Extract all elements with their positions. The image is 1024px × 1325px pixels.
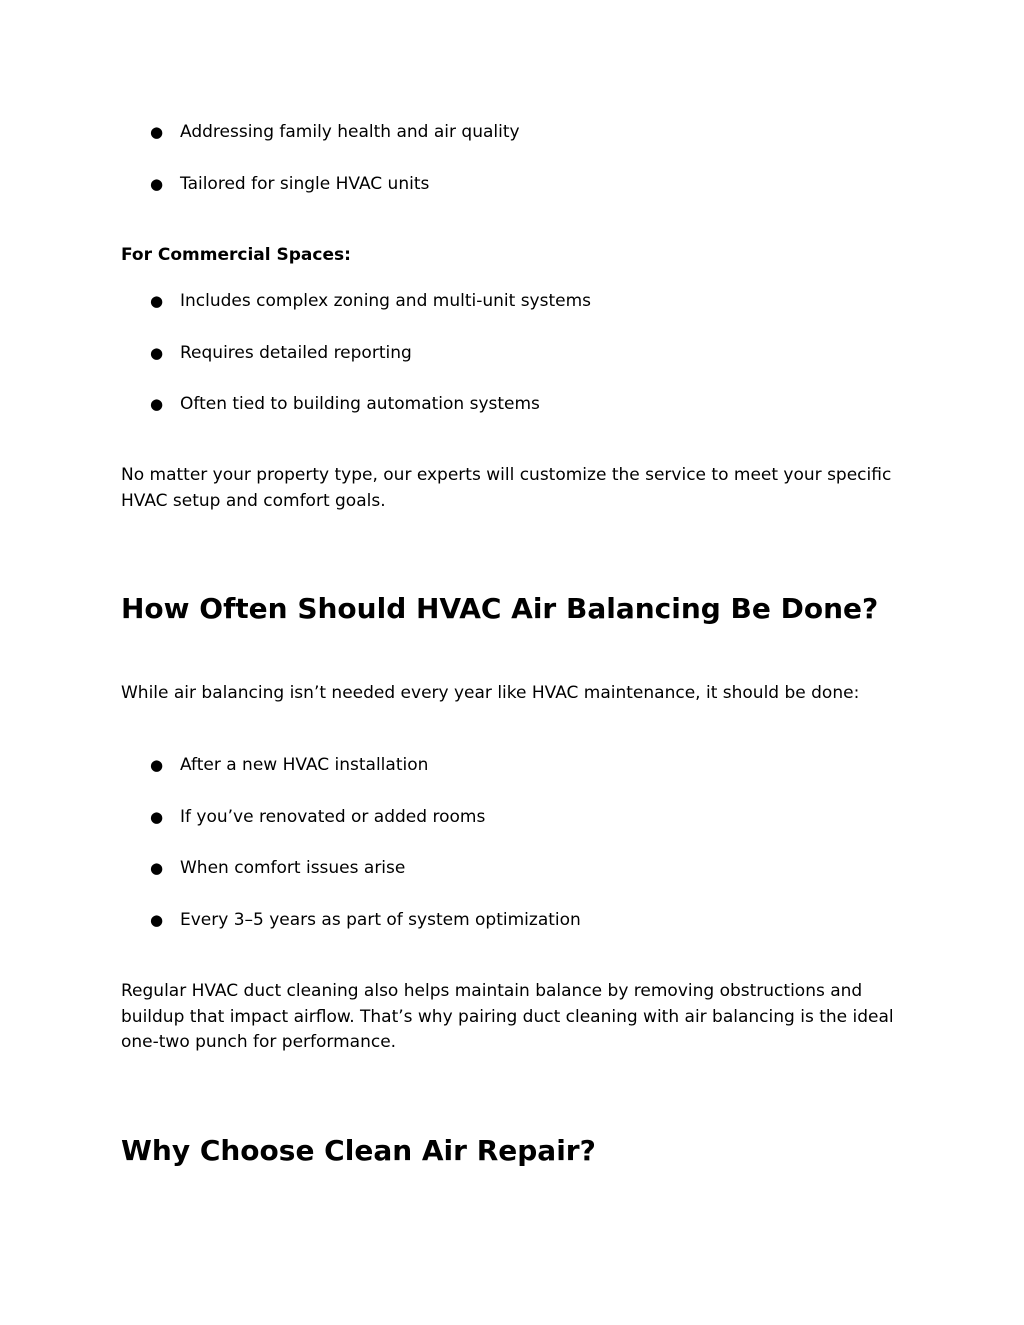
property-paragraph: No matter your property type, our experts will customize the service to meet your specific HVAC setup and comfort goals. [121,465,892,511]
list-item [150,289,591,313]
list-item [150,908,581,932]
frequency-heading: How Often Should HVAC Air Balancing Be Done? [121,592,879,625]
list-item-text: When comfort issues arise [180,858,406,878]
bullet-icon: ● [150,123,164,141]
bullet-icon: ● [150,344,164,362]
list-item-text: If you’ve renovated or added rooms [180,807,486,827]
list-item [150,341,412,365]
list-item-text: Requires detailed reporting [180,343,412,363]
list-item-text: Every 3–5 years as part of system optimization [180,910,581,930]
duct-cleaning-paragraph: Regular HVAC duct cleaning also helps maintain balance by removing obstructions and buildup that impact airflow. That’s why pairing duct cleaning with air balancing is the ideal one-two punch for performance. [121,981,894,1052]
list-item-text: After a new HVAC installation [180,755,429,775]
list-item [150,392,540,416]
list-item-text: Often tied to building automation systems [180,394,540,414]
bullet-icon: ● [150,911,164,929]
list-item-text: Tailored for single HVAC units [180,174,430,194]
bullet-icon: ● [150,395,164,413]
list-item [150,805,485,829]
bullet-icon: ● [150,292,164,310]
list-item-text: Addressing family health and air quality [180,122,520,142]
list-item [150,856,405,880]
bullet-icon: ● [150,859,164,877]
bullet-icon: ● [150,756,164,774]
commercial-subheading: For Commercial Spaces: [121,245,351,265]
bullet-icon: ● [150,175,164,193]
bullet-icon: ● [150,808,164,826]
list-item [150,172,429,196]
frequency-intro-paragraph: While air balancing isn’t needed every year like HVAC maintenance, it should be done: [121,683,860,703]
list-item-text: Includes complex zoning and multi-unit systems [180,291,592,311]
why-choose-heading: Why Choose Clean Air Repair? [121,1134,596,1167]
list-item [150,753,428,777]
list-item [150,120,520,144]
